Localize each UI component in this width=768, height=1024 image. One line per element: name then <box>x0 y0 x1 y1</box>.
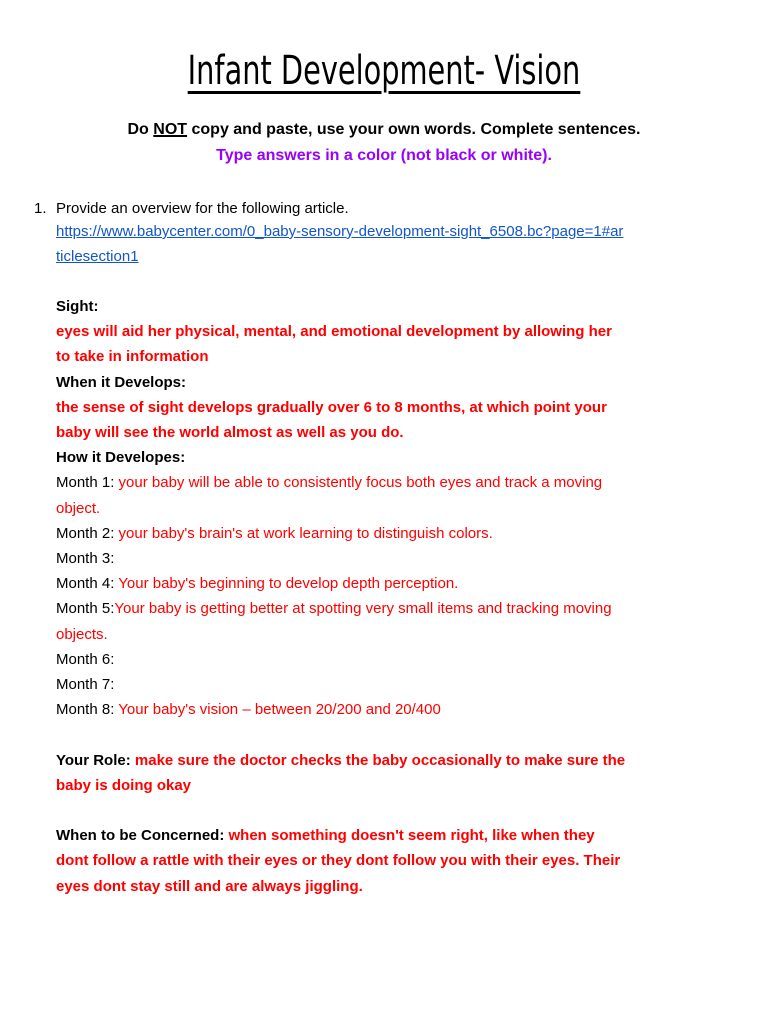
month-1-cont: object. <box>56 499 101 517</box>
month-6: Month 6: <box>56 650 115 668</box>
month-3: Month 3: <box>56 550 115 568</box>
page-title: Infant Development- Vision <box>187 48 581 94</box>
question-text: Provide an overview for the following article. <box>56 200 349 217</box>
article-link[interactable]: https://www.babycenter.com/0_baby-sensory-development-sight_6508.bc?page=1#ar ticlesection1 <box>56 223 624 265</box>
month-4: Month 4: Your baby's beginning to develop depth perception. <box>56 575 459 593</box>
your-role: Your Role: make sure the doctor checks the baby occasionally to make sure the <box>56 751 626 769</box>
when-concerned-cont-2: eyes dont stay still and are always jiggling. <box>56 877 363 895</box>
spacer <box>56 798 736 823</box>
instruction-line-2: Type answers in a color (not black or white). <box>216 147 552 164</box>
month-1: Month 1: your baby will be able to consistently focus both eyes and track a moving <box>56 474 603 492</box>
spacer <box>56 722 736 747</box>
question-number: 1. <box>34 200 47 217</box>
month-5-cont: objects. <box>56 625 108 643</box>
month-2: Month 2: your baby's brain's at work learning to distinguish colors. <box>56 524 493 542</box>
sight-answer: eyes will aid her physical, mental, and emotional development by allowing her <box>56 323 612 341</box>
how-develops-label: How it Developes: <box>56 449 186 467</box>
when-develops-answer: the sense of sight develops gradually over 6 to 8 months, at which point your <box>56 398 607 416</box>
your-role-cont: baby is doing okay <box>56 776 192 794</box>
sight-answer-cont: to take in information <box>56 348 209 366</box>
month-8: Month 8: Your baby's vision – between 20/200 and 20/400 <box>56 701 441 719</box>
instruction-line-1: Do NOT copy and paste, use your own words. Complete sentences. <box>127 121 641 138</box>
sight-label: Sight: <box>56 298 99 315</box>
when-develops-answer-cont: baby will see the world almost as well as you do. <box>56 424 404 442</box>
when-concerned: When to be Concerned: when something doesn't seem right, like when they <box>56 827 595 845</box>
answer-body <box>56 294 736 899</box>
when-develops-label: When it Develops: <box>56 373 187 391</box>
instruction-not-emphasis: NOT <box>153 121 188 138</box>
month-5: Month 5:Your baby is getting better at spotting very small items and tracking moving <box>56 600 612 618</box>
when-concerned-cont: dont follow a rattle with their eyes or they dont follow you with their eyes. Their <box>56 852 621 870</box>
month-7: Month 7: <box>56 676 115 694</box>
